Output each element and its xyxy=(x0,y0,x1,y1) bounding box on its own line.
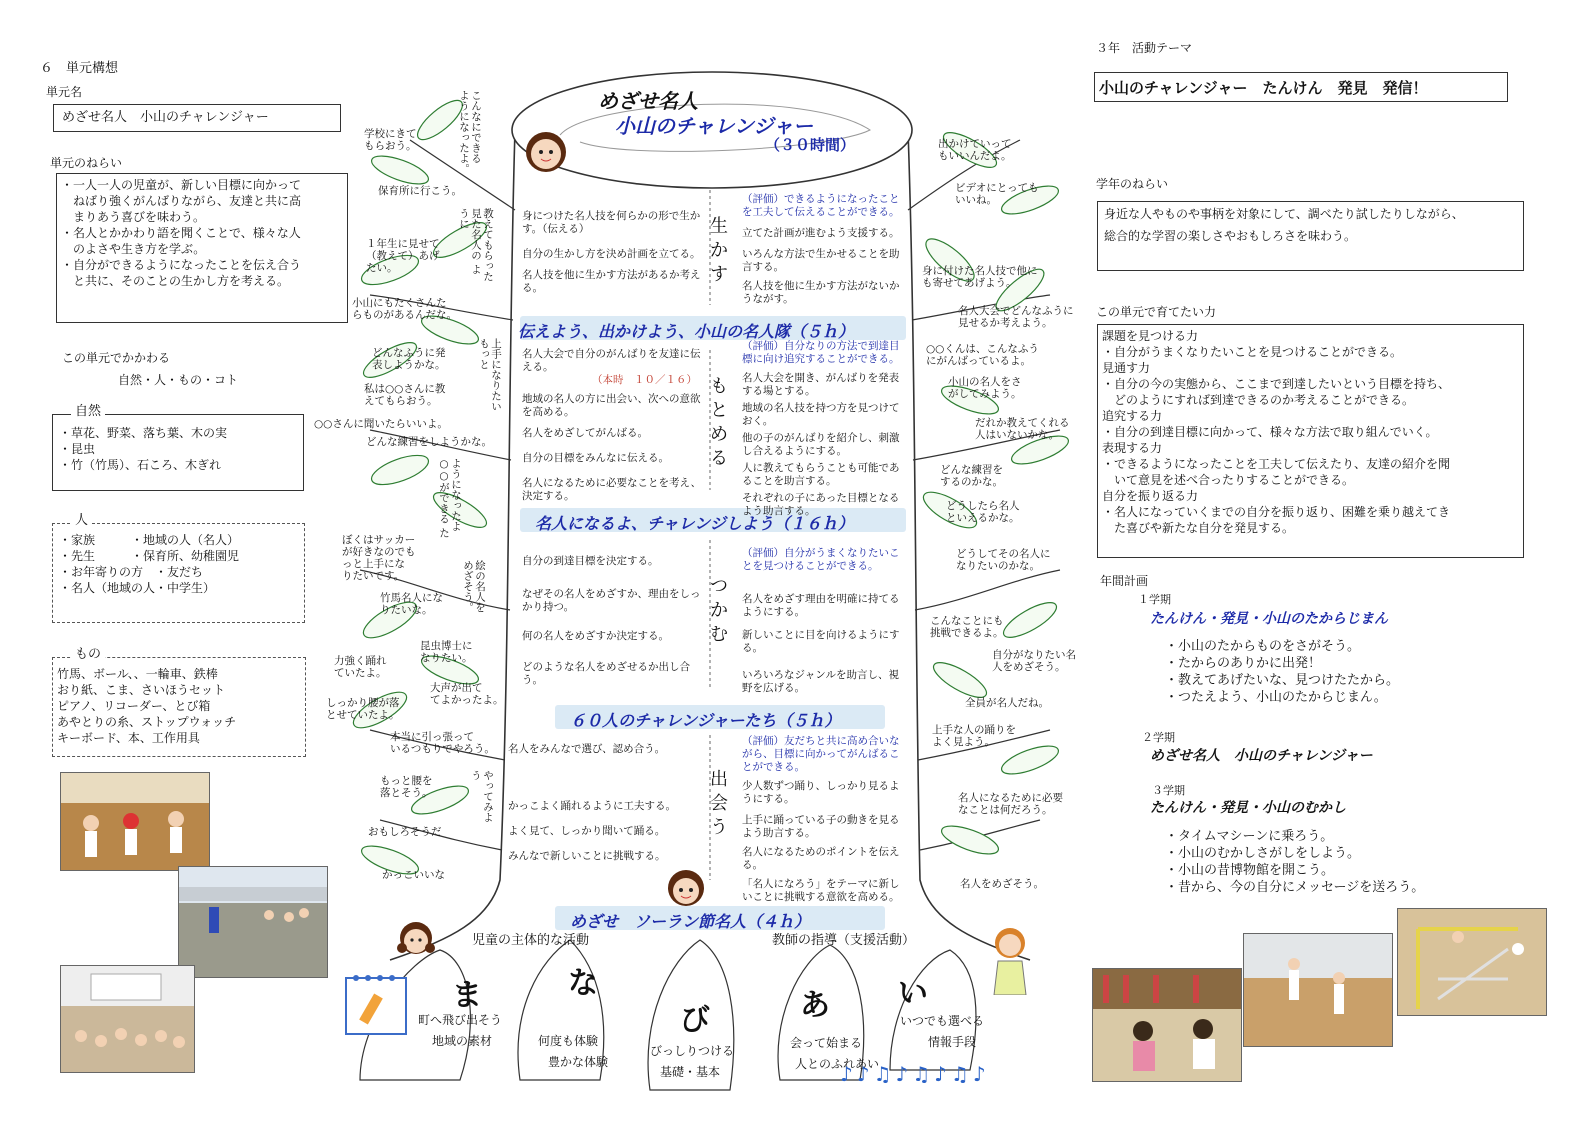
leaf-note: こんなことにも 挑戦できるよ。 xyxy=(930,615,1004,639)
aim-line: のよさや生き方を学ぶ。 xyxy=(61,242,206,256)
tsukamu-support xyxy=(742,547,907,695)
grade-aim-line: 身近な人やものや事柄を対象にして、調べたり試したりしながら、 xyxy=(1104,207,1464,221)
leaf-note: 竹馬名人にな りたいな。 xyxy=(380,592,443,616)
root-line1: いつでも選べる xyxy=(900,1014,985,1028)
phase-ikasu: 伝えよう、出かけよう、小山の名人隊（５ｈ） xyxy=(518,322,855,341)
term1-list xyxy=(1165,638,1399,706)
nature-title: 自然 xyxy=(71,404,105,420)
section-title: ６ 単元構想 xyxy=(40,61,119,76)
root-char: あ xyxy=(800,988,830,1023)
term2-title: めざせ名人 小山のチャレンジャー xyxy=(1150,748,1373,764)
root-char: い xyxy=(898,976,928,1011)
support: それぞれの子にあった目標となるよう助言する。 xyxy=(742,492,900,517)
leaf-note-vertical: 上手になりたい もっと xyxy=(478,338,502,412)
phase-matomeru: 名人になるよ、チャレンジしよう（１６ｈ） xyxy=(535,514,854,533)
schoolyard-photo xyxy=(178,866,328,978)
honji-label: （本時 １０／１６） xyxy=(592,374,697,386)
term3-item: ・タイムマシーンに乗ろう。 xyxy=(1165,829,1334,844)
unit-name-box xyxy=(53,104,341,132)
activity: 名人大会で自分のがんばりを友達に伝える。 xyxy=(522,348,701,373)
related-label: この単元でかかわる xyxy=(62,351,171,365)
aim-line: ・名人とかかわり語を聞くことで、様々な人 xyxy=(61,226,301,240)
leaf-note: ぼくはサッカー が好きなのでも っと上手にな りたいです。 xyxy=(342,534,416,582)
support: 新しいことに目を向けるようにする。 xyxy=(742,629,900,654)
leaf-note-vertical: やってみよう xyxy=(470,770,494,823)
aim-line: ねばり強くがんばりながら、友達と共に高 xyxy=(61,194,302,208)
activity: かっこよく踊れるように工夫する。 xyxy=(508,800,676,812)
support: 人に教えてもらうことも可能であることを助言する。 xyxy=(742,462,900,487)
matomeru-support xyxy=(742,340,907,518)
evaluation: （評価）友だちと共に高め合いながら、目標に向かってがんばることができる。 xyxy=(742,735,900,773)
activity: 身につけた名人技を何らかの形で生かす。（伝える） xyxy=(522,210,701,235)
leaf-note: 上手な人の踊りを よく見よう。 xyxy=(932,724,1016,748)
leaf-note: 名人になるために必要 なことは何だろう。 xyxy=(958,792,1063,816)
root-char: ま xyxy=(452,978,482,1013)
leaf-note: どんな練習を するのかな。 xyxy=(940,464,1003,488)
root-line1: 町へ飛び出そう xyxy=(418,1013,503,1027)
term1-item: ・教えてあげたいな、見つけたたから。 xyxy=(1165,673,1400,688)
term1-item: ・たからのありかに出発！ xyxy=(1165,656,1322,671)
nature-item: ・竹（竹馬）、石ころ、木ぎれ xyxy=(59,458,222,472)
root-line2: 人とのふれあい xyxy=(795,1057,880,1071)
leaf-note-vertical: 絵の名人を めざそう。 xyxy=(462,560,486,613)
activity: どのような名人をめざせるか出し合う。 xyxy=(522,661,690,686)
leaf-note: ○○さんに聞いたらいいよ。 xyxy=(314,418,448,430)
unit-name-label: 単元名 xyxy=(46,85,83,99)
people-item: ・家族 ・地域の人（名人） xyxy=(59,533,240,547)
leaf-note: 小山にもたくさんた らものがあるんだな。 xyxy=(352,297,457,321)
support: いろいろなジャンルを助言し、視野を広げる。 xyxy=(742,669,900,694)
skills-label: この単元で育てたい力 xyxy=(1096,305,1217,319)
skill-item: ・できるようになったことを工夫して伝えたり、友達の紹介を聞 xyxy=(1102,457,1451,471)
support: 名人大会を開き、がんばりを発表する場とする。 xyxy=(742,372,900,397)
activity: よく見て、しっかり聞いて踊る。 xyxy=(508,825,666,837)
skill-item: ・名人になっていくまでの自分を振り返り、困難を乗り越えてき xyxy=(1102,505,1451,519)
people-item: ・名人（地域の人・中学生） xyxy=(59,581,216,595)
stage-matomeru: もとめる xyxy=(710,376,728,469)
leaf-note: もっと腰を 落とそう。 xyxy=(380,775,433,799)
nature-box xyxy=(52,404,304,491)
unit-aim-box xyxy=(56,173,348,323)
aim-line: まりあう喜びを味わう。 xyxy=(61,210,206,224)
root-line2: 豊かな体験 xyxy=(548,1055,609,1069)
leaf-note: 力強く踊れ ていたよ。 xyxy=(334,655,387,679)
stage-tsukamu: つかむ xyxy=(710,576,728,645)
activity: みんなで新しいことに挑戦する。 xyxy=(508,850,666,862)
leaf-note: 自分がなりたい名 人をめざそう。 xyxy=(992,649,1076,673)
term1-item: ・小山のたからものをさがそう。 xyxy=(1165,639,1361,654)
grade-aim-box xyxy=(1097,201,1524,271)
leaf-note: どうしたら名人 といえるかな。 xyxy=(946,500,1020,524)
leaf-note: だれか教えてくれる 人はいないかな。 xyxy=(975,417,1070,441)
classroom-photo xyxy=(60,965,195,1073)
skill-item: ・自分の到達目標に向かって、様々な方法で取り組んでいく。 xyxy=(1102,425,1438,439)
leaf-note-vertical: 教えてもらった 見た名人の ように xyxy=(458,208,494,282)
skill-heading: 見通す力 xyxy=(1102,361,1151,375)
child-activity-label: 児童の主体的な活動 xyxy=(472,933,590,948)
gym-dance-photo xyxy=(60,772,210,871)
library-photo xyxy=(1092,968,1242,1082)
term1-title: たんけん・発見・小山のたからじまん xyxy=(1150,611,1388,627)
teacher-icon xyxy=(980,925,1040,995)
theme-box xyxy=(1094,72,1508,102)
things-item: ピアノ、リコーダー、とび箱 xyxy=(57,699,211,713)
ikasu-support xyxy=(742,193,907,306)
support: 立てた計画が進むよう支援する。 xyxy=(742,227,900,239)
root-char: び xyxy=(680,1003,710,1038)
leaf-note: ○○くんは、こんなふう にがんばっているよ。 xyxy=(926,343,1039,367)
things-box xyxy=(52,647,306,757)
gym-jump-photo xyxy=(1243,933,1393,1047)
grade-aim-label: 学年のねらい xyxy=(1096,177,1169,191)
root-line2: 地域の素材 xyxy=(432,1034,493,1048)
activity: 名人技を他に生かす方法があるか考える。 xyxy=(522,269,701,294)
unit-aim-label: 単元のねらい xyxy=(50,156,123,170)
people-title: 人 xyxy=(71,513,92,529)
support: 上手に踊っている子の動きを見るよう助言する。 xyxy=(742,814,900,839)
skills-box xyxy=(1097,324,1524,558)
calendar-note-icon xyxy=(340,968,412,1040)
stage-ikasu: 生かす xyxy=(710,216,728,285)
annual-plan-label: 年間計画 xyxy=(1100,574,1149,588)
leaf-note: どんな練習をしようかな。 xyxy=(366,436,492,448)
people-box xyxy=(52,513,305,623)
term3-item: ・小山の昔博物館を開こう。 xyxy=(1165,863,1335,878)
support: 少人数ずつ踊り、しっかり見るようにする。 xyxy=(742,780,900,805)
leaf-note: 保育所に行こう。 xyxy=(378,185,462,197)
teacher-guidance-label: 教師の指導（支援活動） xyxy=(772,933,916,948)
ikasu-activities xyxy=(522,210,702,295)
aim-line: ・自分ができるようになったことを伝え合う xyxy=(61,258,302,272)
deau-support xyxy=(742,735,907,904)
leaf-note: しっかり腰が落 とせていたよ。 xyxy=(326,697,400,721)
leaf-note: 私は○○さんに教 えてもらおう。 xyxy=(364,383,446,407)
root-char: な xyxy=(568,966,598,1001)
leaf-note: １年生に見せて （教えて）あげ たい。 xyxy=(366,238,440,274)
support: 他の子のがんばりを紹介し、刺激し合えるようにする。 xyxy=(742,432,900,457)
aim-line: ・一人一人の児童が、新しい目標に向かって xyxy=(61,178,302,192)
grade-aim-line: 総合的な学習の楽しさやおもしろさを味わう。 xyxy=(1104,229,1357,243)
support: 地域の名人技を持つ方を見つけておく。 xyxy=(742,402,900,427)
things-item: キーボード、本、工作用具 xyxy=(57,731,200,745)
tree-hours: （３０時間） xyxy=(765,136,856,154)
root-line1: 何度も体験 xyxy=(538,1034,599,1048)
leaf-note: 本当に引っ張って いるつもりでやろう。 xyxy=(390,731,495,755)
skill-item: いて意見を述べ合ったりすることができる。 xyxy=(1102,473,1355,487)
nature-item: ・草花、野菜、落ち葉、木の実 xyxy=(59,426,228,440)
activity: 何の名人をめざすか決定する。 xyxy=(522,630,669,642)
activity: 名人になるために必要なことを考え、決定する。 xyxy=(522,477,702,502)
boy-face-icon xyxy=(666,868,706,908)
root-line2: 情報手段 xyxy=(928,1035,977,1049)
term2-label: ２学期 xyxy=(1142,731,1175,744)
matomeru-activities xyxy=(522,348,702,503)
leaf-note-vertical: ようになったよ ○○ができる た xyxy=(438,458,462,538)
leaf-note: ビデオにとっても いいね。 xyxy=(955,182,1039,206)
bars-photo xyxy=(1397,908,1547,1016)
skill-heading: 自分を振り返る力 xyxy=(1102,489,1199,503)
support: 名人技を他に生かす方法がないかうながす。 xyxy=(742,280,900,305)
evaluation: （評価）できるようになったことを工夫して伝えることができる。 xyxy=(742,193,900,218)
leaf-note: 小山の名人をさ がしてみよう。 xyxy=(948,376,1022,400)
leaf-note: 名人をめざそう。 xyxy=(960,878,1044,890)
leaf-note: おもしろそうだ xyxy=(368,826,442,838)
aim-line: と共に、そのことの生かし方を考える。 xyxy=(61,274,290,288)
term3-item: ・昔から、今の自分にメッセージを送ろう。 xyxy=(1165,880,1425,895)
stage-deau: 出会う xyxy=(710,769,728,838)
term1-item: ・つたえよう、小山のたからじまん。 xyxy=(1165,690,1387,705)
term3-label: ３学期 xyxy=(1152,784,1185,797)
tree-title-1: めざせ名人 xyxy=(598,89,698,113)
leaf-note: 名人大会でどんなふうに 見せるか考えよう。 xyxy=(958,305,1074,329)
activity: 自分の生かし方を決め計画を立てる。 xyxy=(522,248,701,260)
evaluation: （評価）自分なりの方法で到達目標に向け追究することができる。 xyxy=(742,340,900,365)
people-item: ・お年寄りの方 ・友だち xyxy=(59,565,204,579)
phase-tsukamu: ６０人のチャレンジャーたち（５ｈ） xyxy=(570,711,841,730)
leaf-note: 身に付けた名人技で他に も寄せてあげよう。 xyxy=(922,265,1038,289)
leaf-note-vertical: こんなにできる ようになったよ。 xyxy=(458,90,482,174)
support: 「名人になろう」をテーマに新しいことに挑戦する意欲を高める。 xyxy=(742,878,900,903)
activity: 名人をめざしてがんばる。 xyxy=(522,427,648,439)
things-item: おり紙、こま、さいほうセット xyxy=(57,683,226,697)
evaluation: （評価）自分がうまくなりたいことを見つけることができる。 xyxy=(742,547,900,572)
support: 名人をめざす理由を明確に持てるようにする。 xyxy=(742,593,900,618)
leaf-note: 昆虫博士に なりたい。 xyxy=(420,640,473,664)
music-notes-icon: ♪♪♫♪♫♪♫♪ xyxy=(840,1062,990,1086)
girl-face-icon xyxy=(522,128,570,174)
people-item: ・先生 ・保育所、幼稚園児 xyxy=(59,549,240,563)
root-line2: 基礎・基本 xyxy=(660,1065,721,1079)
leaf-note: 出かけていって もいいんだよ。 xyxy=(938,138,1012,162)
related-sub: 自然・人・もの・コト xyxy=(118,373,239,387)
leaf-note: 大声が出て てよかったよ。 xyxy=(430,682,504,706)
skill-heading: 追究する力 xyxy=(1102,409,1163,423)
skill-heading: 課題を見つける力 xyxy=(1102,329,1199,343)
grade-theme-label: ３年 活動テーマ xyxy=(1096,41,1193,55)
things-item: 竹馬、ボール、、一輪車、鉄棒 xyxy=(57,667,218,681)
leaf-note: どうしてその名人に なりたいのかな。 xyxy=(956,548,1051,572)
support: 名人になるためのポイントを伝える。 xyxy=(742,846,900,871)
root-line1: 会って始まる xyxy=(790,1036,863,1050)
term3-item: ・小山のむかしさがしをしよう。 xyxy=(1165,846,1361,861)
skill-item: どのようにすれば到達できるのか考えることができる。 xyxy=(1102,393,1415,407)
tree-title-2: 小山のチャレンジャー xyxy=(615,114,813,138)
activity: 名人をみんなで選び、認め合う。 xyxy=(508,743,666,755)
skill-item: た喜びや新たな自分を発見する。 xyxy=(1102,521,1295,535)
skill-item: ・自分の今の実態から、ここまで到達したいという目標を持ち、 xyxy=(1102,377,1451,391)
phase-deau: めざせ ソーラン節名人（４ｈ） xyxy=(570,912,811,931)
theme-text: 小山のチャレンジャー たんけん 発見 発信！ xyxy=(1099,79,1428,97)
leaf-note: 学校にきて もらおう。 xyxy=(364,128,417,152)
tsukamu-activities xyxy=(522,555,702,687)
activity: なぜその名人をめざすか、理由をしっかり持つ。 xyxy=(522,588,701,613)
support: いろんな方法で生かせることを助言する。 xyxy=(742,248,900,273)
leaf-note: かっこいいな xyxy=(382,869,445,881)
term1-label: １学期 xyxy=(1138,593,1171,606)
term3-list xyxy=(1165,828,1424,896)
root-line1: びっしりつける xyxy=(650,1044,735,1058)
skill-item: ・自分がうまくなりたいことを見つけることができる。 xyxy=(1102,345,1403,359)
unit-name: めざせ名人 小山のチャレンジャー xyxy=(62,110,269,125)
term3-title: たんけん・発見・小山のむかし xyxy=(1150,800,1346,816)
activity: 自分の目標をみんなに伝える。 xyxy=(522,452,669,464)
things-item: あやとりの糸、ストップウォッチ xyxy=(57,715,237,729)
deau-activities xyxy=(508,743,688,863)
things-title: もの xyxy=(71,647,105,663)
leaf-note: どんなふうに発 表しようかな。 xyxy=(372,347,446,371)
activity: 自分の到達目標を決定する。 xyxy=(522,555,659,567)
girl-icon xyxy=(396,918,436,962)
nature-item: ・昆虫 xyxy=(59,442,96,456)
skill-heading: 表現する力 xyxy=(1102,441,1163,455)
leaf-note: 全員が名人だね。 xyxy=(965,697,1049,709)
activity: 地域の名人の方に出会い、次への意欲を高める。 xyxy=(522,393,701,418)
